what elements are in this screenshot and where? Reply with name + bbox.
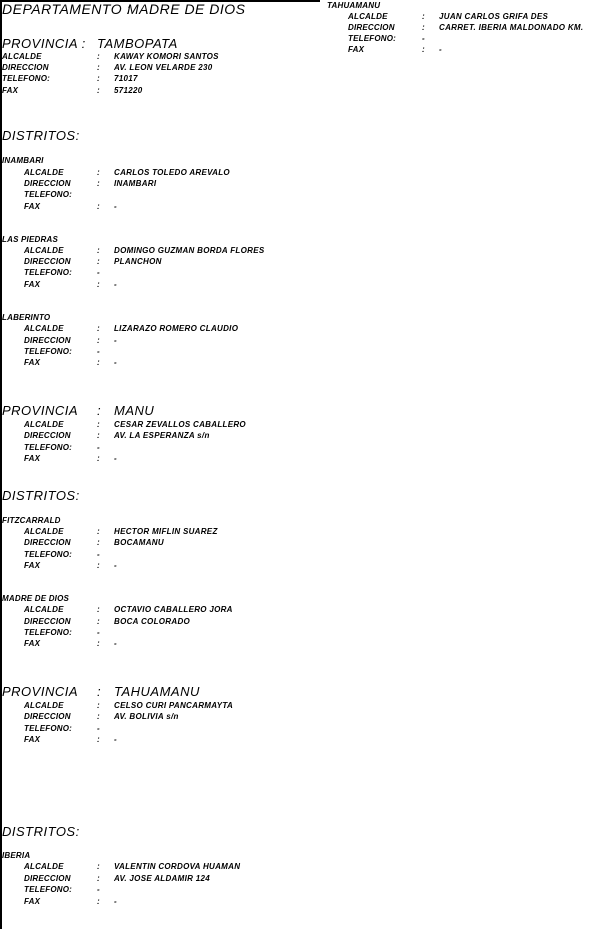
district-name: IBERIA xyxy=(2,851,31,860)
tahuamanu-distritos-heading: DISTRITOS: xyxy=(2,824,80,839)
district-alcalde-label: ALCALDE xyxy=(24,605,64,614)
tambopata-fax-value: 571220 xyxy=(114,86,143,95)
province-tahuamanu-label: PROVINCIA xyxy=(2,684,79,699)
tahuamanu-alcalde-colon: : xyxy=(97,701,100,710)
district-fax-colon: : xyxy=(97,280,100,289)
tambopata-alcalde-label: ALCALDE xyxy=(2,52,42,61)
district-direccion-label: DIRECCION xyxy=(24,617,71,626)
tambopata-direccion-label: DIRECCION xyxy=(2,63,49,72)
district-fax-label: FAX xyxy=(24,897,41,906)
manu-direccion-value: AV. LA ESPERANZA s/n xyxy=(114,431,210,440)
tambopata-telefono-label: TELEFONO: xyxy=(2,74,51,83)
district-alcalde-label: ALCALDE xyxy=(24,168,64,177)
district-telefono-dash: - xyxy=(422,34,425,43)
district-fax-label: FAX xyxy=(24,280,41,289)
tahuamanu-alcalde-label: ALCALDE xyxy=(24,701,64,710)
district-alcalde-colon: : xyxy=(97,862,100,871)
manu-alcalde-label: ALCALDE xyxy=(24,420,64,429)
district-alcalde-colon: : xyxy=(422,12,425,21)
district-fax-value: - xyxy=(114,358,117,367)
district-telefono-label: TELEFONO: xyxy=(24,190,73,199)
district-direccion-label: DIRECCION xyxy=(24,179,71,188)
district-alcalde-value: DOMINGO GUZMAN BORDA FLORES xyxy=(114,246,265,255)
tahuamanu-fax-value: - xyxy=(114,735,117,744)
district-direccion-value: AV. JOSE ALDAMIR 124 xyxy=(114,874,210,883)
district-alcalde-colon: : xyxy=(97,324,100,333)
manu-direccion-label: DIRECCION xyxy=(24,431,71,440)
manu-telefono-dash: - xyxy=(97,443,100,452)
district-name: INAMBARI xyxy=(2,156,44,165)
district-direccion-label: DIRECCION xyxy=(24,257,71,266)
province-tambopata-name: TAMBOPATA xyxy=(97,36,178,51)
district-fax-label: FAX xyxy=(24,202,41,211)
district-direccion-label: DIRECCION xyxy=(24,874,71,883)
district-name: LABERINTO xyxy=(2,313,51,322)
district-alcalde-colon: : xyxy=(97,605,100,614)
tambopata-direccion-colon: : xyxy=(97,63,100,72)
district-fax-colon: : xyxy=(97,358,100,367)
district-direccion-colon: : xyxy=(97,617,100,626)
district-direccion-colon: : xyxy=(97,538,100,547)
tambopata-telefono-colon: : xyxy=(97,74,100,83)
district-fax-colon: : xyxy=(97,561,100,570)
district-name: FITZCARRALD xyxy=(2,516,61,525)
tambopata-alcalde-colon: : xyxy=(97,52,100,61)
district-telefono-label: TELEFONO: xyxy=(348,34,397,43)
district-alcalde-value: CARLOS TOLEDO AREVALO xyxy=(114,168,230,177)
district-telefono-dash: - xyxy=(97,628,100,637)
district-telefono-dash: - xyxy=(97,347,100,356)
district-fax-label: FAX xyxy=(348,45,365,54)
tambopata-telefono-value: 71017 xyxy=(114,74,138,83)
district-fax-colon: : xyxy=(97,202,100,211)
tahuamanu-direccion-colon: : xyxy=(97,712,100,721)
province-tahuamanu-name: TAHUAMANU xyxy=(114,684,200,699)
manu-fax-colon: : xyxy=(97,454,100,463)
district-alcalde-label: ALCALDE xyxy=(348,12,388,21)
department-label: DEPARTAMENTO : xyxy=(2,1,131,17)
tahuamanu-telefono-label: TELEFONO: xyxy=(24,724,73,733)
district-alcalde-value: LIZARAZO ROMERO CLAUDIO xyxy=(114,324,239,333)
tambopata-fax-label: FAX xyxy=(2,86,19,95)
province-manu-colon: : xyxy=(97,403,102,418)
province-manu-label: PROVINCIA xyxy=(2,403,79,418)
manu-telefono-label: TELEFONO: xyxy=(24,443,73,452)
tambopata-alcalde-value: KAWAY KOMORI SANTOS xyxy=(114,52,219,61)
district-direccion-label: DIRECCION xyxy=(348,23,395,32)
district-direccion-colon: : xyxy=(422,23,425,32)
manu-fax-value: - xyxy=(114,454,117,463)
district-telefono-dash: - xyxy=(97,885,100,894)
district-fax-colon: : xyxy=(97,639,100,648)
district-alcalde-label: ALCALDE xyxy=(24,862,64,871)
tahuamanu-alcalde-value: CELSO CURI PANCARMAYTA xyxy=(114,701,234,710)
district-name: LAS PIEDRAS xyxy=(2,235,58,244)
district-fax-colon: : xyxy=(422,45,425,54)
district-fax-label: FAX xyxy=(24,561,41,570)
district-alcalde-colon: : xyxy=(97,527,100,536)
tahuamanu-fax-colon: : xyxy=(97,735,100,744)
district-fax-value: - xyxy=(114,202,117,211)
district-direccion-colon: : xyxy=(97,336,100,345)
district-direccion-value: PLANCHON xyxy=(114,257,162,266)
district-fax-value: - xyxy=(114,561,117,570)
district-fax-label: FAX xyxy=(24,639,41,648)
district-direccion-value: CARRET. IBERIA MALDONADO KM. xyxy=(439,23,584,32)
district-alcalde-value: OCTAVIO CABALLERO JORA xyxy=(114,605,233,614)
tambopata-direccion-value: AV. LEON VELARDE 230 xyxy=(114,63,213,72)
district-direccion-label: DIRECCION xyxy=(24,336,71,345)
district-alcalde-label: ALCALDE xyxy=(24,527,64,536)
district-direccion-colon: : xyxy=(97,179,100,188)
manu-direccion-colon: : xyxy=(97,431,100,440)
province-tahuamanu-colon: : xyxy=(97,684,102,699)
district-direccion-colon: : xyxy=(97,874,100,883)
district-telefono-label: TELEFONO: xyxy=(24,550,73,559)
district-fax-value: - xyxy=(439,45,442,54)
tahuamanu-fax-label: FAX xyxy=(24,735,41,744)
district-telefono-label: TELEFONO: xyxy=(24,347,73,356)
manu-alcalde-colon: : xyxy=(97,420,100,429)
district-fax-value: - xyxy=(114,639,117,648)
district-alcalde-value: VALENTIN CORDOVA HUAMAN xyxy=(114,862,241,871)
province-tambopata-label: PROVINCIA : xyxy=(2,36,86,51)
district-alcalde-colon: : xyxy=(97,168,100,177)
district-name: MADRE DE DIOS xyxy=(2,594,70,603)
district-direccion-value: INAMBARI xyxy=(114,179,157,188)
district-telefono-dash: - xyxy=(97,550,100,559)
manu-distritos-heading: DISTRITOS: xyxy=(2,488,80,503)
district-fax-value: - xyxy=(114,280,117,289)
district-alcalde-label: ALCALDE xyxy=(24,246,64,255)
district-direccion-value: - xyxy=(114,336,117,345)
manu-fax-label: FAX xyxy=(24,454,41,463)
province-manu-name: MANU xyxy=(114,403,155,418)
district-direccion-label: DIRECCION xyxy=(24,538,71,547)
department-name: MADRE DE DIOS xyxy=(127,1,246,17)
district-fax-colon: : xyxy=(97,897,100,906)
tahuamanu-telefono-dash: - xyxy=(97,724,100,733)
district-direccion-value: BOCA COLORADO xyxy=(114,617,191,626)
district-name: TAHUAMANU xyxy=(327,1,381,10)
district-telefono-label: TELEFONO: xyxy=(24,268,73,277)
tambopata-fax-colon: : xyxy=(97,86,100,95)
district-direccion-colon: : xyxy=(97,257,100,266)
district-fax-value: - xyxy=(114,897,117,906)
tahuamanu-direccion-value: AV. BOLIVIA s/n xyxy=(114,712,179,721)
district-alcalde-label: ALCALDE xyxy=(24,324,64,333)
district-direccion-value: BOCAMANU xyxy=(114,538,164,547)
district-alcalde-value: HECTOR MIFLIN SUAREZ xyxy=(114,527,218,536)
district-telefono-dash: - xyxy=(97,268,100,277)
district-telefono-label: TELEFONO: xyxy=(24,628,73,637)
tambopata-distritos-heading: DISTRITOS: xyxy=(2,128,80,143)
district-alcalde-colon: : xyxy=(97,246,100,255)
manu-alcalde-value: CESAR ZEVALLOS CABALLERO xyxy=(114,420,246,429)
district-alcalde-value: JUAN CARLOS GRIFA DES xyxy=(439,12,549,21)
district-fax-label: FAX xyxy=(24,358,41,367)
district-telefono-label: TELEFONO: xyxy=(24,885,73,894)
tahuamanu-direccion-label: DIRECCION xyxy=(24,712,71,721)
